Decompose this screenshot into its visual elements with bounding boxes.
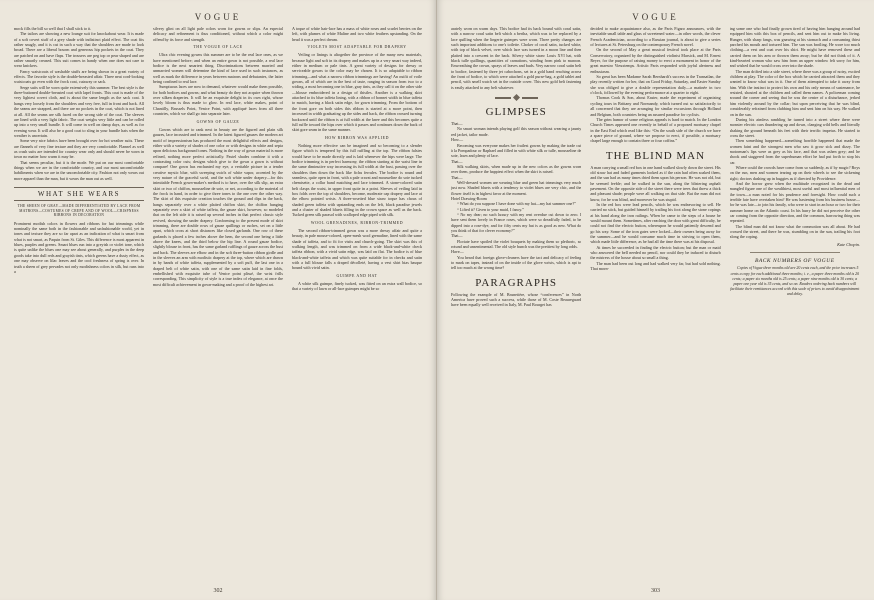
paragraph: No smart woman intends playing golf this season without wearing a jaunty red jacket, tailor made. [451, 126, 582, 137]
paragraph: The tailors are showing a new lounge suit for knockabout wear. It is made of a soft covert stuff of a grey shade with indistinct plaid effect. The coat fits rather snugly, and it is cut in such a way that the shoulders are made to look broad. There are a liberal bosom and generous hip pockets in the coat. They are patched on and have flaps. The trousers are peg top or pear shaped and are rather smartly creased. This suit comes in handy when one does not care to wear knickers. [14, 31, 144, 69]
paragraph: You heard that foreign glove-cleaners have the tact and delicacy of feeling to mark on tapes, instead of on the inside of the glove wrists, which is apt to tell too much at the wrong time? [451, 254, 582, 271]
ornament-bar [495, 97, 511, 99]
author-signature: Kate Chopin. [837, 241, 860, 247]
paragraph: Sumptuous laces are now in demand, whatever would make them possible, for both bodices and gowns; and what beauty do they not acquire when thrown over silken draperies. It will be an exquisite delight in its own right, whose lovely bloom is thus made to glow. In real lace, white makes, point of Chantilly, Brussels Point, Venice Point, with appliqué laces from all three countries, which we shall go into separate later. [153, 84, 283, 117]
paragraph: During his aimless rambling he turned into a street where there were monster electric cars thundering up and down, clanging wild bells and literally shaking the ground beneath his feet with their terrific impetus. He started to cross the street. [729, 116, 860, 138]
paragraph: Then something happened—something horrible happened that made the women faint and the strongest men who saw it grow sick and dizzy. The motorman's lips were as grey as his face, and that was ashen grey; and he shook and staggered from the superhuman effort he had put forth to stop his car. [729, 138, 860, 165]
paragraph: Prominent modish colors in flowers and ribbons for hat trimmings while nominally the same both in the fashionable and unfashionable world, yet in tones and texture they are so far apart as an indication of what is smart from what is not smart, as Paquin from St. Giles. This difference is most apparent in blues, purples and greens. Smart blues run into a greyish or violet tone, which is quite unlike the blues one may see about generally, and purples in the deep goods take into dull reds and grayish tints, which greens have a dusty effect, as one may observe on lilac leaves and the cool freshness of spring is over. In truth a sheen of grey pervades not only modishness colors in silk, but runs into a [14, 220, 144, 274]
paragraph: mock fills the bill so well that I shall stick to it. [14, 26, 92, 31]
lead-in: That— [451, 233, 463, 239]
lead-in: Hotel Drawing-Room [451, 195, 487, 201]
subheading: THE SHEEN OF GRAY—MADE DIFFERENTIATED BY LACE FROM MATRONS—COSTUMES OF CREPE AND OF WOOL—CRISPNESS RIBBONS IN DECORATION [17, 203, 141, 218]
paragraph: “ No my dear; no such luxury with my rent overdue cut down to zero. I have sent them lovely in France roses, which were so dreadfully faded, to be dipped into a rose-dye, and for fifty cents my hat is as good as new. What do you think of that for clever economy?” [451, 211, 582, 233]
paragraph: Well-dressed women are wearing blue and green hat trimmings very much just now. Shaded bluets with a tendency to violet blues are very chic, and the flower itself is in highest favor at the moment. [451, 179, 582, 196]
left-column-1 [14, 26, 144, 592]
subheading: THE VOGUE OF LACE [193, 45, 243, 50]
subheading: HOW RIBBON WAS APPLIED [325, 135, 389, 140]
paragraph: Thomas Cook & Son, about Easter, made the experiment of organizing cycling tours in Brittany and Normandy, which turned out so satisfactorily to all concerned that they are arranging for similar excursions through Holland and Belgium, both countries being an assured paradise for cyclists. [590, 95, 721, 117]
notice-title: BACK NUMBERS OF VOGUE [755, 258, 835, 265]
right-column-3 [730, 26, 860, 592]
paragraph: So great has been Madame Sarah Bernhardt's success in the Transatlan, the play recently written for her, that on Good Friday, Saturday, and Easter Sunday she was obliged to give a double representation daily—a matinée in two o'clock, followed by the evening performance at a quarter to eight. [590, 74, 721, 96]
page-number-left: 302 [213, 588, 223, 594]
paragraph: In the red box were lead pencils, which he was endeavoring to sell. He carried no stick, but guided himself by trailing his foot along the stone copings at his hand along the iron railings. When he came to the steps of a house he would mount them. Sometimes, after reaching the door with great difficulty, he could not find the electric button, whereupon he would patiently descend and go his way. Some of the iron gates were locked—their owners being away for the summer—and he would consume much time in striving to open them, which made little difference, as he had all the time there was at his disposal. [590, 201, 721, 245]
left-column-2 [153, 26, 283, 592]
lead-in: How— [451, 137, 464, 143]
paragraph: Ultra chic evening gowns this summer are to be the real lace ones, as we have mentioned before; and when an entire gown is not possible, a real lace bodice is the next smartest thing. Discriminations between married and unmarried women will determine the kind of lace used in such instances, as well as mark the difference in years between matrons and debutantes, the latter being confined to real lace. [153, 52, 283, 85]
paragraph: A toque of white hair-lace has a mass of white roses and scarlet berries on the left, with plumes of white Maline and two white feathers upstanding. On the head it was a perfect dream. [292, 26, 422, 42]
paragraph: Becoming was everyone makes her frailest gowns by making the trade cut à la Pompadour or Raphael and filled in with white silk or tulle, mousseline de soie, lawn and plenty of lace. [451, 142, 582, 159]
paragraph: On the second of May a great musical festival took place at the Paris Conservatory, organized by the distinguished violinist Marsick, and M. Ernest Reyer, for the purpose of raising money to erect a monument in honor of the great maestro Vieuxtemps. Artistic Paris responded with joyful alertness and enthusiasm. [590, 47, 721, 74]
paragraph: Following the example of M. Brunetière, whose “conferences” in North America have proved such a success, while those of M. Coste Beaureguard have been equally well received in Italy, M. Paul Bourget has [451, 291, 582, 308]
running-head-left: VOGUE [194, 12, 242, 22]
paragraph: “ What do you suppose I have done with my hat—my hat summer one?” [457, 201, 576, 207]
glimpses-title: GLIMPSES [485, 106, 547, 119]
right-page [437, 0, 874, 600]
divider [750, 252, 840, 253]
what-she-wears-header [14, 187, 144, 201]
paragraph: A man carrying a small red box in one hand walked slowly down the street. His old straw hat and faded garments looked as if the rain had often soaked them, and the sun had as many times dried them upon his person. He was not old, but he seemed feeble; and he walked in the sun, along the blistering asphalt pavement. On the opposite side of the street there were trees that threw a thick and pleasant shade; people were all walking on that side. But the man did not know, for he was blind, and moreover he was stupid. [590, 164, 721, 202]
lead-in: That— [451, 174, 463, 180]
ornament-bar [522, 97, 538, 99]
paragraph: The man drifted into a side street, where there was a group of noisy, excited children at play. The color of the box which he carried attracted them and they wanted to know what was in it. One of them attempted to take it away from him. With the instinct to protect his own and his only means of sustenance, he resisted, shouted at the children and called them names. A policeman coming around the corner and seeing that he was the centre of a disturbance, jerked him violently around by the collar; but upon perceiving that he was blind, considerably refrained from clubbing him and sent him on his way. He walked on in the sun. [729, 68, 860, 117]
section-title: WHAT SHE WEARS [37, 189, 121, 198]
right-column-2 [590, 26, 720, 592]
paragraph: Fancy waistcoats of washable stuffs are being shown in a great variety of effects. The favorite style is the double-breasted affair. Three neat cord-looking waistcoats go even with the frock coat, cutaway or sack. [14, 68, 144, 85]
ornament-divider [451, 95, 581, 100]
left-column-3 [292, 26, 422, 592]
paragraph: Silk walking skirts, when made up in the new colors as the gowns worn over them, produce the happiest effect when the skirt is raised. [451, 163, 582, 175]
running-head-right: VOGUE [632, 12, 679, 22]
paragraph: Where could the crowds have come from so suddenly, as if by magic? Boys on the run, men and women tearing up on their wheels to see the sickening sight; doctors dashing up in buggies as if directed by Providence. [729, 164, 860, 181]
paragraph: ing some one who had finally grown tired of having him hanging around had equipped him with this box of pencils, and sent him out to make his living. Hunger, with sharp fangs, was gnawing at his stomach and a consuming thirst parched his mouth and tortured him. The sun was broiling. He wore too much clothing—a vest and coat over his shirt. He might have removed these and carried them on his arm or thrown them away; but he did not think of it. A kind-hearted woman who saw him from an upper window felt sorry for him, and wished that he would cross over into the shade. [729, 26, 860, 69]
paragraph: And the horror grew when the multitude recognized in the dead and mangled figure one of the wealthiest, most useful and most influential men of the town—a man noted for his prudence and foresight. How could such a terrible fate have overtaken him? He was hastening from his business house—for he was late—to join his family, who were to start in an hour or two for their summer home on the Atlantic coast. In his hurry he did not perceive the other car coming from the opposite direction, and the common, harrowing thing was repeated. [729, 180, 860, 224]
paragraph: The blind man did not know what the commotion was all about. He had crossed the street, and there he was, stumbling on in the sun, trailing his foot along the coping. [729, 223, 860, 240]
right-column-1 [451, 26, 581, 592]
paragraph: Gowns which are to rank next in beauty are the figured and plain silk gauzes, lace incrusted and trimmed. In the latest figured gauzes the modern art motif of impressionism has produced the most delightful effects and designs, either with a variety of shades of one color or with designs in white and sepia upon delicious background tones. Nothing in the way of gown material is more refined, nothing more perfect artistically. Pastel shades combine it with a contrasting color cuts; designs which give to the gown a gown is without compare! One gown has enchanted my eye, a veritable picture in a tender creative mystic blue, with sweeping swirls of white vapor, accented by the very nature of the graceful swirl, and the soft white under drapery—for this inimitable French gown-maker's method is to have, over the silk slip, an extra skirt or two of chiffon, mousseline de soie, or net, according to the material of the frock in hand, in order to give three tones to the one over the other way. The skirt of this exquisite creation touches the ground and dips in the back, hangs separately over a white plaited chiffon skirt, the chiffon hanging separately over a skirt of white taffeta, the gauze skirt, however, so modeled that on the left side it is raised up several inches in that perfect classic style revived, showing the under drapery. Conforming to the present mode of skirt trimming, there are double rows of gauze quillings or ruches, set on a little apart, which cross at short distances like closed garlands. One row of these garlands is placed a few inches above the hem, the second one being a little above the knees, and the third below the hip line. A round gauze bodice, slightly blouse in front, has the same garland rufflings of gauze across the bust and back. The sleeves are elbow and in the soft three-button ribbon girdle and in the sleeves an arm with modistic drapery at the top, where which are drawn in by bands of white taffeta, supplemented by a soft puff, the last one in a draped belt of white satin, with one of the same satin laid in fine folds, embellished with exquisite tube of Venice point plissé, the wrist frills corresponding. This simplicity of style is a true index of elegance, at once the most difficult achievement in gown-making and a proof of the highest art. [153, 126, 283, 287]
notice-text: Copies of Vogue three months old are 20 cents each, and the price increases 5 cents a copy for each additional three months; i. e., a paper three months old is 20 cents; a paper six months old is 25 cents; a paper nine months old is 30 cents; a paper one year old is 35 cents, and so on. Readers ordering back numbers will facilitate their remittances accord with this scale of prices to avoid disappointment and delay. [730, 266, 860, 296]
lead-in: That— [451, 121, 463, 127]
left-page-columns [14, 26, 422, 592]
paragraph: arately worn on warm days. This bodice had its back bound with coral satin, with a narrow coral satin belt which a bertha, which was to be replaced by a lace quilling when the lingerie guimpes were worn. Three pretty changes are such important additions to one's toilette. Choker of coral satin, tucked white, with top of black velvet, over which lace was turned in a moon line and then plaited into a crescent in the back. Silvery white straw Louis XVI hat, with black tulle quillings, quantities of carnations, winding from pink to maroon. Enwreathing the crown, sprays of leaves and buds. Very narrow coral satin belt to bodice, fastened by three jet cabochons, set in a gold band reaching across the front of bodice, to which were attached a gold purse-bag, a gold tablet and pencil, with smell watch set in the outside cover. This new gold belt fastening is easily attached to any belt whatever. [451, 26, 582, 90]
paragraphs-title: PARAGRAPHS [475, 276, 558, 289]
paragraph: The grim humor of some religious appeals is hard to match. In the London Church Times appeared one recently in behalf of a proposed mortuary chapel in the East End which read like this: “On the south side of the church we have a spare piece of ground, where we propose to erect, if possible, a mortuary chapel large enough to contain three or four coffins.” [590, 116, 721, 144]
ornament-diamond-icon [513, 94, 520, 101]
paragraph: Floriate have spoiled the violet bouquets by making them so plethoric, so rotund and unsentimental. The old style bunch was the prettiest by long odds. [451, 238, 582, 250]
subheading: GUIMPE AND HAT [336, 273, 378, 278]
paragraph: At times he succeeded in finding the electric button; but the man or maid who answered the bell needed no pencil, nor could they be induced to disturb the mistress of the house about so small a thing. [590, 244, 721, 261]
subheading: VIOLETS MOST ADAPTABLE FOR DRAPERY [307, 45, 407, 50]
paragraph: That seems peculiar, but it is the mode. We put on our most comfortable things when we are in the comfortable country, and our most uncomfortable habiliments when we are in the uncomfortable city. Fashion not only wears out more apparel than the man, but it wears the man out as well. [14, 159, 144, 181]
lead-in: That— [451, 158, 463, 164]
paragraph: A white silk guimpe, finely tucked, was fitted on an extra wall bodice, so that a variety of lawn or all-lace guimpes might be so [292, 281, 422, 292]
paragraph: The second ribbon-trimmed gown was a more dressy affair and quite a beauty, in pale mouse-colored, open-mesh wool grenadine, lined with the same shade of taffeta, and to fit for visits and church-going. The skirt was this of walking length, and was trimmed on from a wide black-and-white check taffeta ribbon, with a vivid satin edge, was laid on flat. The bodice is of blue black-and-white taffeta and which was quite suitable for in checks and satin with a full blouse falls a draped décolleté, having a vest shirt bias basque bound with vivid satin. [292, 228, 422, 271]
subheading: GOWNS OF GAUZE [196, 119, 240, 124]
paragraph: Veiling or linings is altogether the province of the many new materials, because light and soft in its drapery and makes up in a very smart way indeed, either in medium or pale tints. A great variety of designs for dressy or serviceable gowns to the color may be chosen. It is so adaptable to ribbon trimming—and what a narrow ribbon trimmings are having! An outfit of voile gowns, all of which are in the best of taste, ranging in season from two to a widing, a most becoming one in blue, gray tints, as they call it on the other side—blouse embroidered in a design of thistles. Another is a walking skirt attached to its blue taffeta lining, with a ribbon of bonnet width in blue taffeta to match, having a black satin edge, for gown trimming. From the bottom of the front gore on both sides this ribbon is started at a more point, then increased in width graduating up the sides and back, the ribbon crossed turning backward until the ribbon is at full width at the knee and this becomes quite a full ruffle toward the hips over which it passes and continues down the back of skirt gore seam in the same manner. [292, 52, 422, 133]
paragraph: The man had been out long and had walked very far, but had sold nothing. That morn- [590, 260, 721, 272]
paragraph: decided to make acquaintance also, as the Paris Figaro announces, with the inevitable small table and glass of sweetened water—in other words, the clever French Academician, according to a Russian journal, is about to give a series of lectures at St. Petersburg on the contemporary French novel. [590, 26, 721, 48]
paragraph: “ Lifted it? Given to your maid, I fancy.” [457, 206, 525, 212]
paragraph: silvery glint on all light pale colors worn for gowns or slips. An especial delicacy and refinement is thus conditioned, without which a color might offend by its force and strength. [153, 26, 283, 42]
paragraph: Some very nice fabrics have been brought over for hot weather suits. These are flannels of very fine texture and they are very comfortable. Flannel as well as crash suits are intended for country wear only and should never be worn in town no matter how warm it may be. [14, 138, 144, 160]
lead-in: Have— [451, 249, 464, 255]
subheading: WOOL GRENADINES, RIBBON-TRIMMED [310, 220, 404, 225]
paragraph: Serge suits will be worn quite extensively this summer. The best style is the three-buttoned double-breasted coat with lapel fronts. This coat is made of the very lightest covert cloth, and is about the same length as the sack coat. It hangs very loosely from the shoulders and very free, full in front and back. All the seams are strapped, and there are no pockets in the coat, which is not lined at all. All the seams are silk faced on the wrong side of the coat. The sleeves are lined with a very light fabric. The coat weighs very little and can be rolled up into a very small bundle. It will come in well on damp days, as well as for evening wear. It will also be a good coat to sling in your bundle hats when the weather is uncertain. [14, 84, 144, 138]
right-page-columns [451, 26, 860, 592]
paragraph: Nothing more effective can be imagined and so becoming to a slender figure which is tempered by this full ruffling at the top. The ribbon falsies would have to be made directly and is laid whenever the hips were large. The bodice trimming is in perfect harmony, the ribbon starting at the waist line in the same diminutive way increasing its full width at the bust, passing over the shoulders then down the back like fichu ferrules. The bodice is round and seamless, quite open in front, with a pale cravat and mousseline do soie tucked chemisette, a collar band matching and lace trimmed. A stone-colored satin belt clasps the waist, in upper front quite in a point. Sleeves of veiling laid in box folds over the top of shoulders, become, moderate cap drapery and lace at the elbow pointed wrists. A three-rosetted blue straw toque has chous of shaded green taffeta with upstanding ends on the left, black paradise jewels and a cluster of shaded bluets filling in the crown space as well as the back. Tucked green silk parasol with scalloped edge piped with silk. [292, 142, 422, 218]
blind-man-title: THE BLIND MAN [605, 149, 706, 162]
page-number-right: 303 [651, 588, 660, 594]
